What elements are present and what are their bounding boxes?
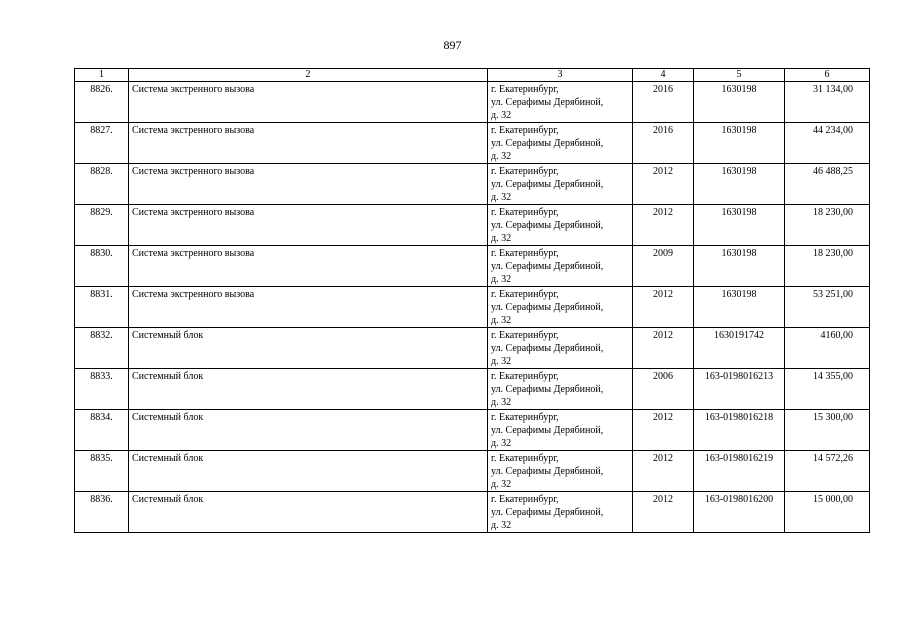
address-cell (488, 492, 633, 533)
table-row (75, 205, 870, 246)
year-cell: 2012 (633, 328, 694, 369)
year-cell: 2012 (633, 287, 694, 328)
cost-cell: 18 230,00 (785, 205, 870, 246)
row-number-cell: 8831. (75, 287, 129, 328)
address-line: г. Екатеринбург, (491, 412, 559, 423)
table-row (75, 369, 870, 410)
table-row (75, 328, 870, 369)
inventory-number-cell: 1630198 (694, 123, 785, 164)
address-line: г. Екатеринбург, (491, 207, 559, 218)
year-cell: 2016 (633, 123, 694, 164)
row-number-cell: 8826. (75, 82, 129, 123)
item-name-cell: Системный блок (129, 410, 488, 451)
address-line: г. Екатеринбург, (491, 84, 559, 95)
inventory-number-cell: 163-0198016219 (694, 451, 785, 492)
year-cell: 2012 (633, 492, 694, 533)
address-line: г. Екатеринбург, (491, 166, 559, 177)
inventory-number-cell: 1630191742 (694, 328, 785, 369)
header-col-3: 3 (488, 69, 633, 82)
item-name-cell: Система экстренного вызова (129, 164, 488, 205)
inventory-number-cell: 163-0198016213 (694, 369, 785, 410)
address-line: ул. Серафимы Дерябиной, (491, 384, 604, 395)
item-name-cell: Система экстренного вызова (129, 205, 488, 246)
inventory-number-cell: 163-0198016218 (694, 410, 785, 451)
table-row (75, 164, 870, 205)
item-name-cell: Система экстренного вызова (129, 287, 488, 328)
address-line: г. Екатеринбург, (491, 371, 559, 382)
table-row (75, 246, 870, 287)
address-cell (488, 328, 633, 369)
year-cell: 2012 (633, 451, 694, 492)
address-line: ул. Серафимы Дерябиной, (491, 261, 604, 272)
year-cell: 2012 (633, 164, 694, 205)
inventory-number-cell: 163-0198016200 (694, 492, 785, 533)
table-row (75, 492, 870, 533)
address-line: г. Екатеринбург, (491, 248, 559, 259)
address-line: ул. Серафимы Дерябиной, (491, 179, 604, 190)
address-line: ул. Серафимы Дерябиной, (491, 138, 604, 149)
address-line: д. 32 (491, 356, 512, 367)
row-number-cell: 8827. (75, 123, 129, 164)
header-col-6: 6 (785, 69, 870, 82)
address-line: ул. Серафимы Дерябиной, (491, 220, 604, 231)
table-header-row (75, 69, 870, 82)
address-line: д. 32 (491, 397, 512, 408)
item-name-cell: Системный блок (129, 369, 488, 410)
address-line: г. Екатеринбург, (491, 289, 559, 300)
item-name-cell: Системный блок (129, 492, 488, 533)
address-cell (488, 246, 633, 287)
header-col-4: 4 (633, 69, 694, 82)
address-line: д. 32 (491, 110, 512, 121)
inventory-number-cell: 1630198 (694, 164, 785, 205)
address-line: г. Екатеринбург, (491, 453, 559, 464)
item-name-cell: Системный блок (129, 451, 488, 492)
table-row (75, 410, 870, 451)
address-line: г. Екатеринбург, (491, 125, 559, 136)
table-row (75, 82, 870, 123)
address-cell (488, 451, 633, 492)
item-name-cell: Системный блок (129, 328, 488, 369)
address-line: д. 32 (491, 274, 512, 285)
row-number-cell: 8834. (75, 410, 129, 451)
address-line: д. 32 (491, 520, 512, 531)
cost-cell: 18 230,00 (785, 246, 870, 287)
year-cell: 2012 (633, 410, 694, 451)
cost-cell: 44 234,00 (785, 123, 870, 164)
address-line: ул. Серафимы Дерябиной, (491, 425, 604, 436)
row-number-cell: 8833. (75, 369, 129, 410)
row-number-cell: 8829. (75, 205, 129, 246)
table-row (75, 123, 870, 164)
header-col-1: 1 (75, 69, 129, 82)
address-cell (488, 164, 633, 205)
item-name-cell: Система экстренного вызова (129, 82, 488, 123)
address-line: ул. Серафимы Дерябиной, (491, 507, 604, 518)
address-cell (488, 410, 633, 451)
cost-cell: 15 000,00 (785, 492, 870, 533)
header-col-5: 5 (694, 69, 785, 82)
cost-cell: 15 300,00 (785, 410, 870, 451)
address-line: ул. Серафимы Дерябиной, (491, 343, 604, 354)
cost-cell: 53 251,00 (785, 287, 870, 328)
year-cell: 2006 (633, 369, 694, 410)
address-line: ул. Серафимы Дерябиной, (491, 302, 604, 313)
address-line: д. 32 (491, 233, 512, 244)
address-line: д. 32 (491, 438, 512, 449)
year-cell: 2012 (633, 205, 694, 246)
address-line: д. 32 (491, 315, 512, 326)
address-line: г. Екатеринбург, (491, 330, 559, 341)
header-col-2: 2 (129, 69, 488, 82)
inventory-number-cell: 1630198 (694, 246, 785, 287)
cost-cell: 14 572,26 (785, 451, 870, 492)
address-cell (488, 82, 633, 123)
page-number: 897 (443, 38, 462, 52)
address-line: г. Екатеринбург, (491, 494, 559, 505)
address-cell (488, 123, 633, 164)
inventory-number-cell: 1630198 (694, 287, 785, 328)
cost-cell: 46 488,25 (785, 164, 870, 205)
row-number-cell: 8835. (75, 451, 129, 492)
cost-cell: 14 355,00 (785, 369, 870, 410)
address-line: д. 32 (491, 479, 512, 490)
row-number-cell: 8832. (75, 328, 129, 369)
address-line: ул. Серафимы Дерябиной, (491, 466, 604, 477)
row-number-cell: 8828. (75, 164, 129, 205)
item-name-cell: Система экстренного вызова (129, 246, 488, 287)
table-body (75, 82, 870, 533)
year-cell: 2016 (633, 82, 694, 123)
inventory-number-cell: 1630198 (694, 205, 785, 246)
address-line: д. 32 (491, 192, 512, 203)
table-row (75, 287, 870, 328)
address-cell (488, 287, 633, 328)
row-number-cell: 8830. (75, 246, 129, 287)
item-name-cell: Система экстренного вызова (129, 123, 488, 164)
inventory-number-cell: 1630198 (694, 82, 785, 123)
table-row (75, 451, 870, 492)
row-number-cell: 8836. (75, 492, 129, 533)
year-cell: 2009 (633, 246, 694, 287)
cost-cell: 4160,00 (785, 328, 870, 369)
address-cell (488, 205, 633, 246)
address-cell (488, 369, 633, 410)
address-line: д. 32 (491, 151, 512, 162)
address-line: ул. Серафимы Дерябиной, (491, 97, 604, 108)
property-registry-table (74, 68, 870, 533)
cost-cell: 31 134,00 (785, 82, 870, 123)
